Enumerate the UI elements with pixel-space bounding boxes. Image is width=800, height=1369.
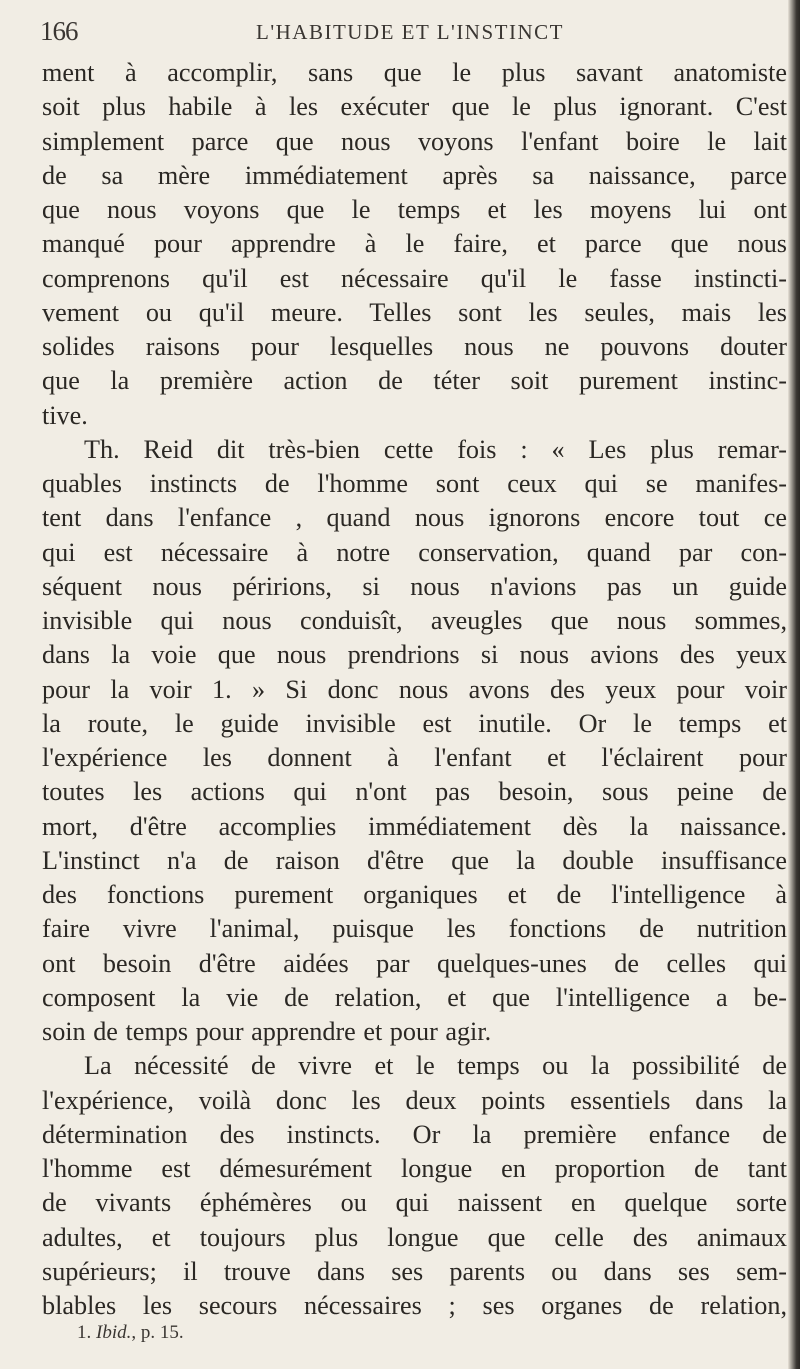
running-head: L'HABITUDE ET L'INSTINCT	[256, 20, 564, 44]
text-line: solides raisons pour lesquelles nous ne pouvons douter	[42, 332, 787, 361]
text-line: Th. Reid dit très-bien cette fois : « Les plus remar-	[84, 434, 787, 464]
text-line: mort, d'être accomplies immédiatement dès la naissance.	[42, 811, 787, 841]
text-line: ment à accomplir, sans que le plus savant anatomiste	[42, 58, 787, 87]
text-line: des fonctions purement organiques et de l'intelligence à	[42, 880, 787, 909]
text-line: faire vivre l'animal, puisque les fonctions de nutrition	[42, 914, 787, 944]
text-line: toutes les actions qui n'ont pas besoin, sous peine de	[42, 777, 787, 807]
text-line: vement ou qu'il meure. Telles sont les seules, mais les	[42, 297, 787, 327]
text-line: la route, le guide invisible est inutile. Or le temps et	[42, 708, 787, 738]
text-line: séquent nous péririons, si nous n'avions pas un guide	[42, 571, 787, 601]
text-line: supérieurs; il trouve dans ses parents ou dans ses sem-	[42, 1256, 787, 1286]
text-line: quables instincts de l'homme sont ceux qui se manifes-	[42, 469, 787, 498]
text-line: composent la vie de relation, et que l'intelligence a be-	[42, 982, 787, 1012]
text-line: l'expérience, voilà donc les deux points essentiels dans la	[42, 1085, 787, 1115]
text-line: soit plus habile à les exécuter que le plus ignorant. C'est	[42, 92, 787, 122]
text-line: que la première action de téter soit purement instinc-	[42, 366, 787, 396]
text-line: blables les secours nécessaires ; ses organes de relation,	[42, 1291, 787, 1320]
text-line: qui est nécessaire à notre conservation, quand par con-	[42, 537, 787, 567]
text-line: tent dans l'enfance , quand nous ignorons encore tout ce	[42, 503, 787, 533]
text-line: comprenons qu'il est nécessaire qu'il le fasse instincti-	[42, 263, 787, 293]
text-line: que nous voyons que le temps et les moyens lui ont	[42, 195, 787, 224]
text-line: L'instinct n'a de raison d'être que la double insuffisance	[42, 845, 787, 875]
page-number: 166	[40, 16, 78, 46]
text-line: de vivants éphémères ou qui naissent en quelque sorte	[42, 1188, 787, 1218]
text-line: ont besoin d'être aidées par quelques-unes de celles qui	[42, 948, 787, 978]
body-text	[42, 56, 787, 1323]
text-line: détermination des instincts. Or la première enfance de	[42, 1119, 787, 1149]
text-line: de sa mère immédiatement après sa naissance, parce	[42, 160, 787, 190]
text-line: tive.	[42, 400, 88, 430]
text-line: simplement parce que nous voyons l'enfant boire le lait	[42, 126, 787, 156]
text-line: La nécessité de vivre et le temps ou la possibilité de	[84, 1051, 787, 1081]
footnote-number: 1.	[77, 1322, 92, 1343]
text-line: dans la voie que nous prendrions si nous avions des yeux	[42, 640, 787, 670]
text-line: soin de temps pour apprendre et pour agir.	[42, 1017, 492, 1046]
page-header	[40, 12, 785, 52]
footnote	[77, 1322, 184, 1344]
text-line: pour la voir 1. » Si donc nous avons des yeux pour voir	[42, 674, 787, 704]
page-edge-shadow	[788, 0, 800, 1369]
footnote-page: , p. 15.	[131, 1322, 184, 1343]
footnote-source: Ibid.	[96, 1322, 132, 1343]
text-line: adultes, et toujours plus longue que celle des animaux	[42, 1222, 787, 1252]
text-line: l'homme est démesurément longue en proportion de tant	[42, 1154, 787, 1183]
text-line: invisible qui nous conduisît, aveugles que nous sommes,	[42, 606, 787, 635]
text-line: l'expérience les donnent à l'enfant et l'éclairent pour	[42, 743, 787, 772]
text-line: manqué pour apprendre à le faire, et parce que nous	[42, 229, 787, 259]
